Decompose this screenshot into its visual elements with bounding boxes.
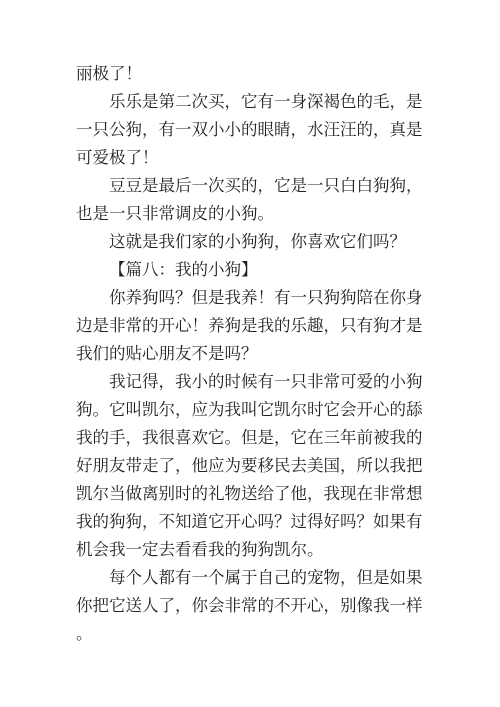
section-heading: 【篇八：我的小狗】: [109, 260, 258, 279]
paragraph-memory: 我记得，我小的时候有一只非常可爱的小狗狗。它叫凯尔，应为我叫它凯尔时它会开心的舔我的手，我很喜欢它。但是，它在三年前被我的好朋友带走了，他应为要移民去美国，所以我把凯尔当做离别时的礼物送给了他，我现在非常想我的狗狗，不知道它开心吗？过得好吗？如果有机会我一定去看看我的狗狗凯尔。: [76, 372, 423, 559]
paragraph-question: 这就是我们家的小狗狗，你喜欢它们吗？: [109, 232, 406, 251]
paragraph-lele: 乐乐是第二次买，它有一身深褐色的毛，是一只公狗，有一双小小的眼睛，水汪汪的，真是可爱极了！: [76, 92, 423, 167]
document-body: [76, 60, 432, 648]
paragraph-raise-dog: 你养狗吗？但是我养！有一只狗狗陪在你身边是非常的开心！养狗是我的乐趣，只有狗才是我们的贴心朋友不是吗？: [76, 288, 423, 363]
paragraph-conclusion: 每个人都有一个属于自己的宠物，但是如果你把它送人了，你会非常的不开心，别像我一样。: [76, 568, 423, 643]
paragraph-doudou: 豆豆是最后一次买的，它是一只白白狗狗，也是一只非常调皮的小狗。: [76, 176, 423, 223]
paragraph-continuation: 丽极了！: [76, 64, 142, 83]
